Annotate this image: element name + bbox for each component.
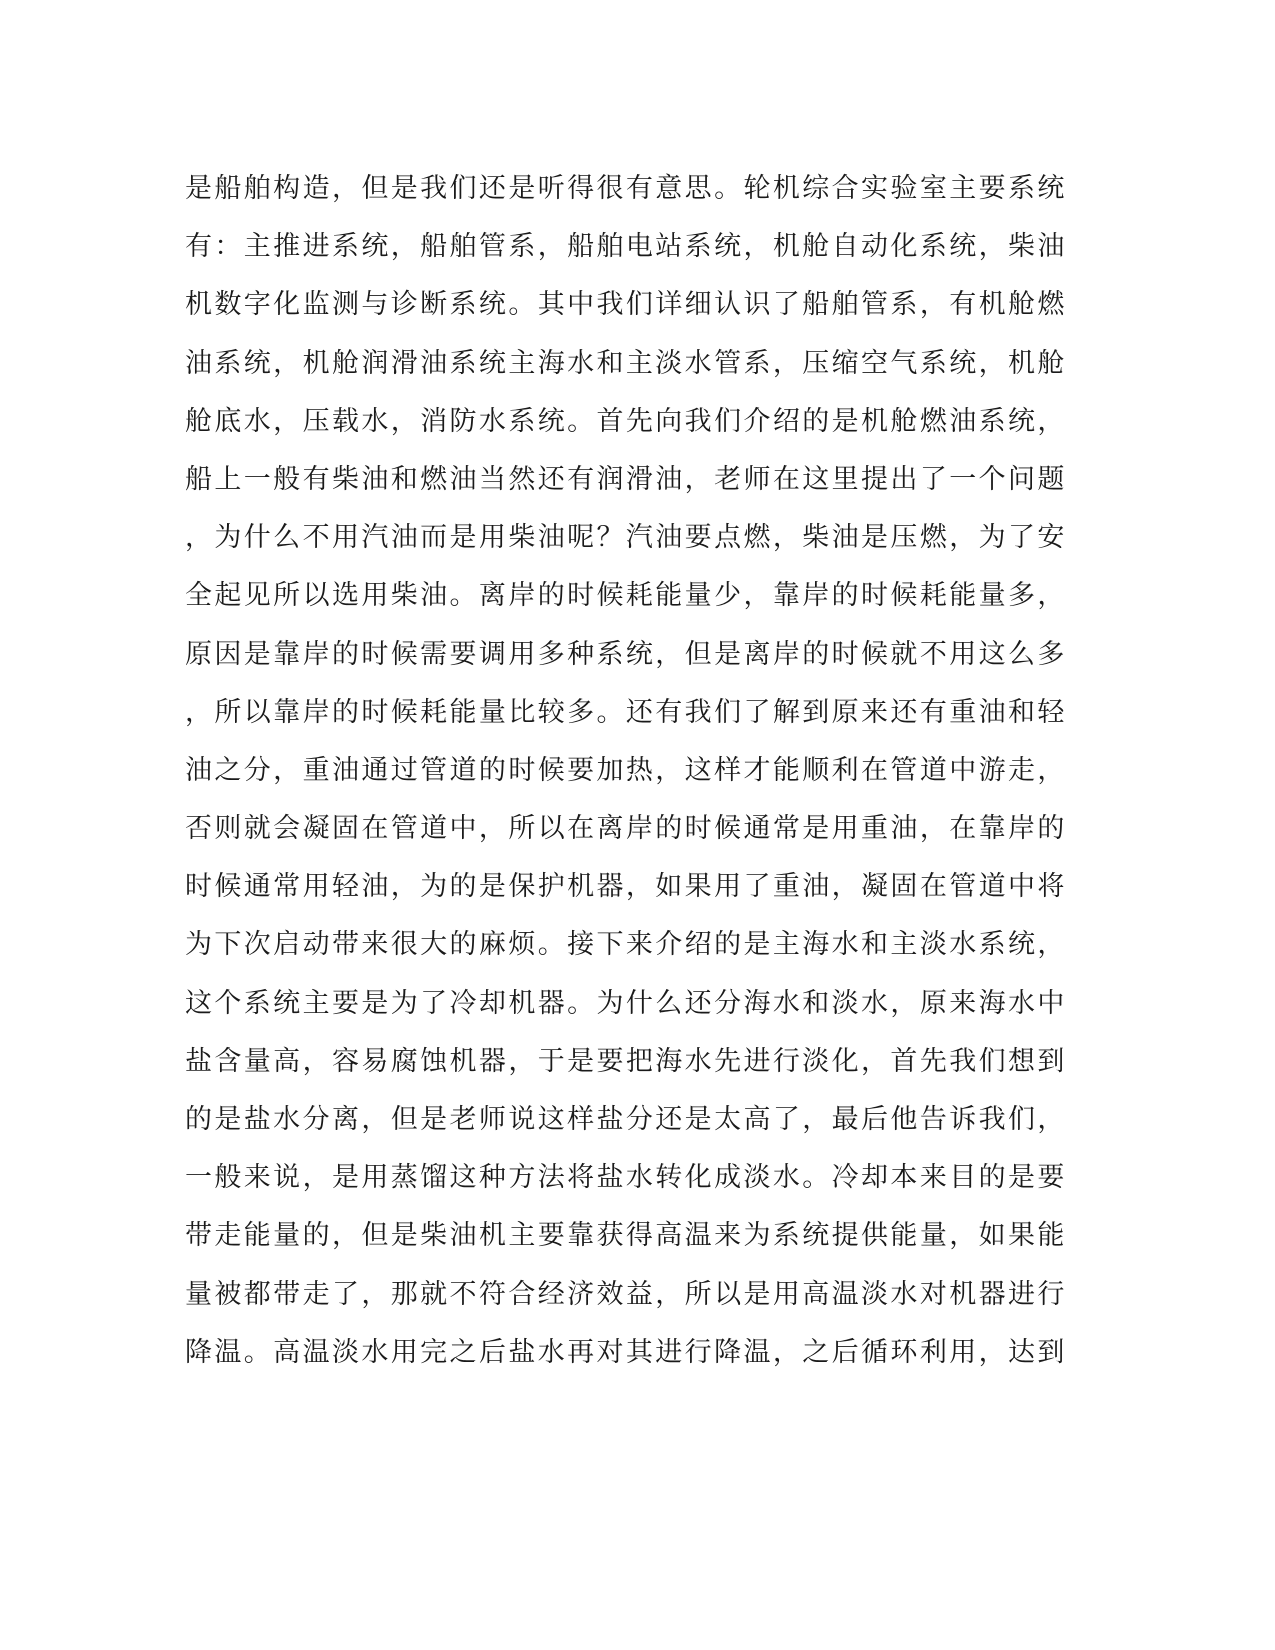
body-text: [185, 160, 1065, 1382]
text-line: ，为什么不用汽油而是用柴油呢？汽油要点燃，柴油是压燃，为了安: [185, 522, 1065, 554]
text-line: 盐含量高，容易腐蚀机器，于是要把海水先进行淡化，首先我们想到: [185, 1045, 1065, 1077]
text-line: ，所以靠岸的时候耗能量比较多。还有我们了解到原来还有重油和轻: [185, 696, 1065, 728]
text-line: 否则就会凝固在管道中，所以在离岸的时候通常是用重油，在靠岸的: [185, 813, 1065, 845]
text-line: 机数字化监测与诊断系统。其中我们详细认识了船舶管系，有机舱燃: [185, 289, 1065, 321]
text-line: 舱底水，压载水，消防水系统。首先向我们介绍的是机舱燃油系统，: [185, 405, 1065, 437]
text-line: 油之分，重油通过管道的时候要加热，这样才能顺利在管道中游走，: [185, 754, 1065, 786]
text-line: 是船舶构造，但是我们还是听得很有意思。轮机综合实验室主要系统: [185, 173, 1065, 204]
text-line: 全起见所以选用柴油。离岸的时候耗能量少，靠岸的时候耗能量多，: [185, 580, 1065, 612]
text-line: 量被都带走了，那就不符合经济效益，所以是用高温淡水对机器进行: [185, 1278, 1065, 1310]
text-line: 这个系统主要是为了冷却机器。为什么还分海水和淡水，原来海水中: [185, 987, 1065, 1019]
text-line: 原因是靠岸的时候需要调用多种系统，但是离岸的时候就不用这么多: [185, 638, 1065, 670]
text-line: 一般来说，是用蒸馏这种方法将盐水转化成淡水。冷却本来目的是要: [185, 1162, 1065, 1194]
text-line: 油系统，机舱润滑油系统主海水和主淡水管系，压缩空气系统，机舱: [185, 347, 1065, 379]
text-line: 时候通常用轻油，为的是保护机器，如果用了重油，凝固在管道中将: [185, 871, 1065, 903]
text-line: 有：主推进系统，船舶管系，船舶电站系统，机舱自动化系统，柴油: [185, 231, 1065, 263]
text-line: 的是盐水分离，但是老师说这样盐分还是太高了，最后他告诉我们，: [185, 1104, 1065, 1135]
text-line: 船上一般有柴油和燃油当然还有润滑油，老师在这里提出了一个问题: [185, 463, 1065, 495]
text-line: 带走能量的，但是柴油机主要靠获得高温来为系统提供能量，如果能: [185, 1220, 1065, 1252]
text-line: 降温。高温淡水用完之后盐水再对其进行降温，之后循环利用，达到: [185, 1336, 1065, 1368]
text-line: 为下次启动带来很大的麻烦。接下来介绍的是主海水和主淡水系统，: [185, 929, 1065, 961]
